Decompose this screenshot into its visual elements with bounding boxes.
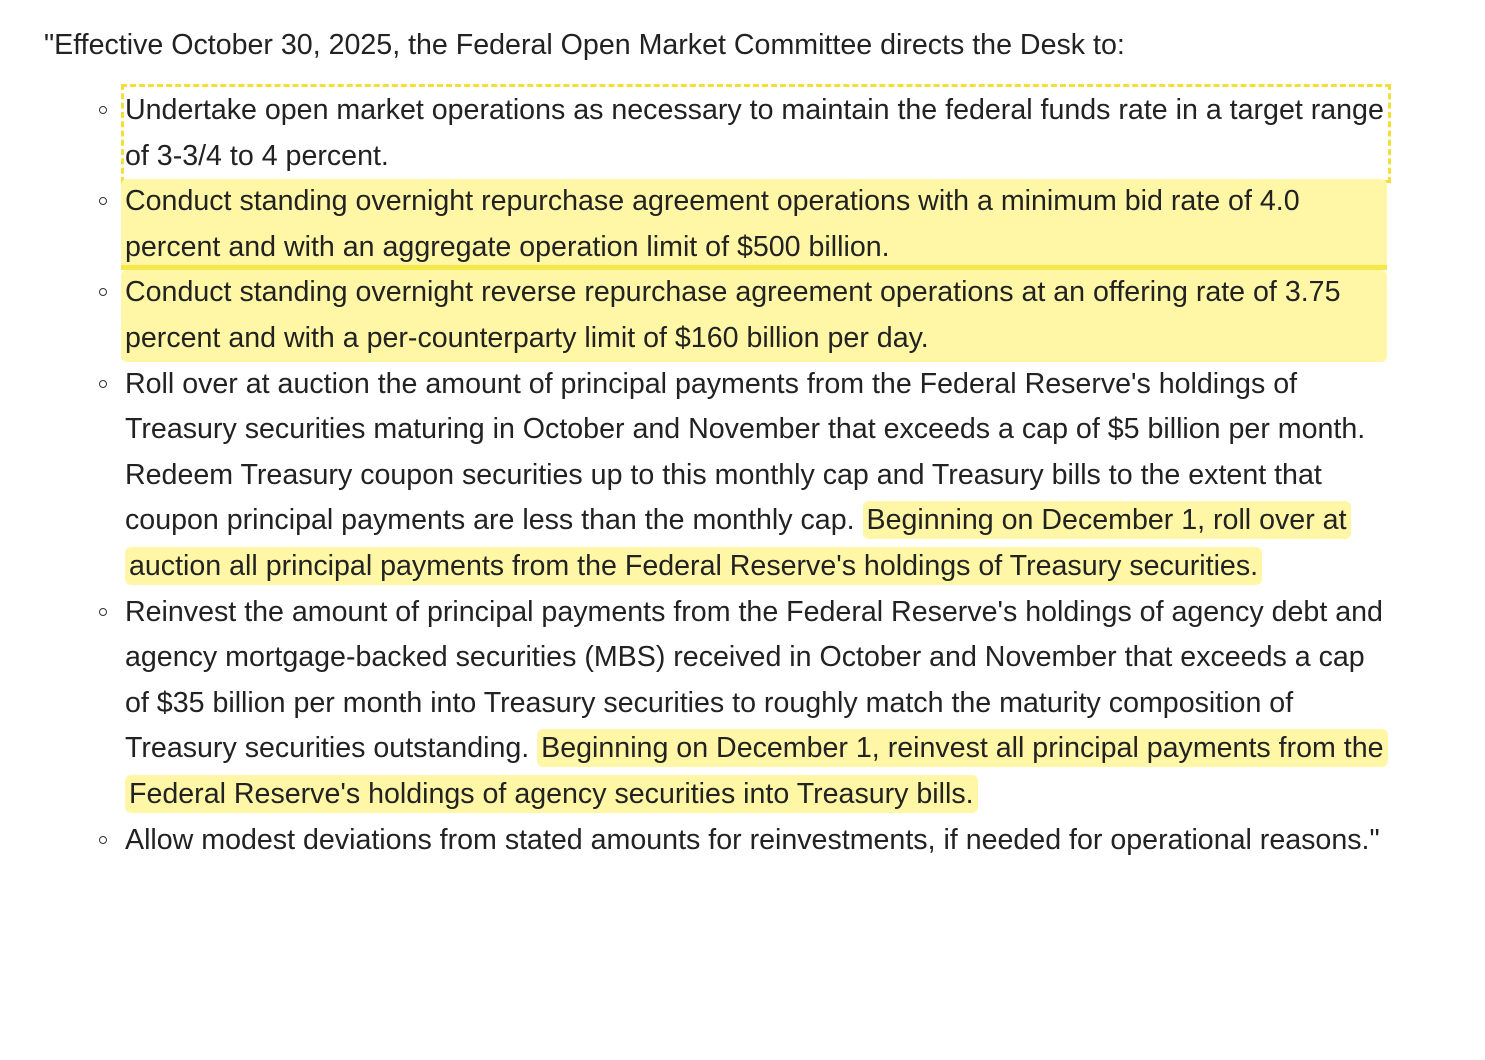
highlighted-sentence: Beginning on December 1, roll over at auction all principal payments from the Federal Reserve's holdings of Treasury securities. xyxy=(125,501,1351,585)
directive-item-reverse-repo-operations xyxy=(44,270,1387,361)
hollow-circle-bullet-icon xyxy=(99,197,107,205)
hollow-circle-bullet-icon xyxy=(99,106,107,114)
directive-text: Reinvest the amount of principal payments from the Federal Reserve's holdings of agency debt and agency mortgage-backed securities (MBS) received in October and November that exceeds a cap of $35 billion per month into Treasury securities to roughly match the maturity composition of Treasury securities outstanding. xyxy=(125,595,1383,765)
directive-item-fed-funds-rate xyxy=(44,88,1387,179)
hollow-circle-bullet-icon xyxy=(99,288,107,296)
directive-item-treasury-rollover xyxy=(44,362,1387,590)
directive-text: Roll over at auction the amount of principal payments from the Federal Reserve's holdings of Treasury securities maturing in October and November that exceeds a cap of $5 billion per month. Redeem Treasury coupon securities up to this monthly cap and Treasury bills to the extent that coupon principal payments are less than the monthly cap. xyxy=(125,367,1366,537)
hollow-circle-bullet-icon xyxy=(99,836,107,844)
directive-list xyxy=(44,88,1464,863)
directive-item-repo-operations xyxy=(44,179,1387,270)
directive-document xyxy=(44,22,1464,863)
highlighted-sentence: Beginning on December 1, reinvest all principal payments from the Federal Reserve's holdings of agency securities into Treasury bills. xyxy=(125,729,1388,813)
directive-item-agency-reinvestment xyxy=(44,590,1387,818)
highlighted-directive-text: Conduct standing overnight reverse repurchase agreement operations at an offering rate of 3.75 percent and with a per-counterparty limit of $160 billion per day. xyxy=(121,270,1387,361)
directive-item-modest-deviations xyxy=(44,818,1387,864)
focused-directive-text[interactable]: Undertake open market operations as necessary to maintain the federal funds rate in a target range of 3-3/4 to 4 percent. xyxy=(125,88,1387,179)
directive-text: Allow modest deviations from stated amounts for reinvestments, if needed for operational reasons." xyxy=(125,823,1380,856)
hollow-circle-bullet-icon xyxy=(99,380,107,388)
directive-intro: "Effective October 30, 2025, the Federal Open Market Committee directs the Desk to: xyxy=(44,29,1125,61)
highlighted-directive-text: Conduct standing overnight repurchase agreement operations with a minimum bid rate of 4.0 percent and with an aggregate operation limit of $500 billion. xyxy=(121,179,1387,270)
hollow-circle-bullet-icon xyxy=(99,608,107,616)
